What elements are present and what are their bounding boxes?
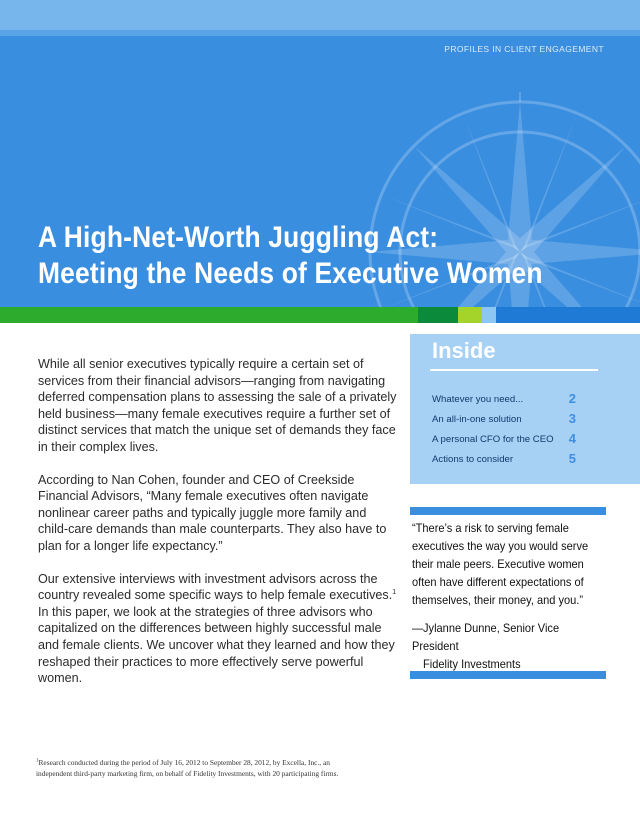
body-text bbox=[38, 356, 398, 703]
toc-item-page: 2 bbox=[568, 391, 576, 406]
quote-text: “There’s a risk to serving female executives the way you would serve their male peers. Executive women often have different expectations of themselves, their money, and you.” bbox=[412, 521, 589, 607]
toc-item-page: 3 bbox=[568, 411, 576, 426]
section-kicker: PROFILES IN CLIENT ENGAGEMENT bbox=[444, 44, 604, 54]
pull-quote bbox=[412, 519, 596, 673]
title-line-2: Meeting the Needs of Executive Women bbox=[38, 257, 543, 290]
stripe-green bbox=[0, 307, 418, 323]
page-title bbox=[38, 220, 557, 292]
paragraph-2: According to Nan Cohen, founder and CEO of Creekside Financial Advisors, “Many female executives often navigate nonlinear career paths and typically juggle more family and child-care demands than male counterparts. They also have to plan for a longer life expectancy.” bbox=[38, 472, 387, 553]
toc-item-label: Actions to consider bbox=[432, 454, 514, 465]
inside-divider bbox=[430, 369, 598, 371]
quote-bottom-bar bbox=[410, 671, 606, 679]
footnote-ref: 1 bbox=[392, 588, 397, 596]
toc-item-label: Whatever you need... bbox=[432, 394, 524, 405]
toc-item-page: 4 bbox=[568, 431, 576, 446]
stripe-dark-green bbox=[418, 307, 458, 323]
stripe-blue bbox=[496, 307, 640, 323]
quote-attribution bbox=[412, 619, 596, 673]
paragraph-3-part-a: Our extensive interviews with investment advisors across the country revealed some specific ways to help female executives. bbox=[38, 571, 393, 603]
quote-top-bar bbox=[410, 507, 606, 515]
toc-item-page: 5 bbox=[568, 451, 576, 466]
quote-attribution-org: Fidelity Investments bbox=[423, 657, 521, 671]
inside-title: Inside bbox=[432, 338, 496, 363]
footnote-marker: 1 bbox=[36, 758, 39, 764]
header-rule bbox=[0, 30, 640, 36]
header-top-band bbox=[0, 0, 640, 30]
inside-toc-box bbox=[410, 334, 640, 484]
stripe-lime bbox=[458, 307, 482, 323]
header-banner bbox=[0, 0, 640, 310]
footnote-text: Research conducted during the period of July 16, 2012 to September 28, 2012, by Excella, Inc., an independent third-party marketing firm, on behalf of Fidelity Investments, with 20 participating firms. bbox=[36, 758, 339, 778]
toc-item-label: A personal CFO for the CEO bbox=[432, 434, 554, 445]
paragraph-3-part-b: In this paper, we look at the strategies of three advisors who capitalized on the differences between highly successful male and female clients. We uncover what they learned and how they reshaped their practices to more effectively serve powerful women. bbox=[38, 604, 395, 686]
stripe-light-blue bbox=[482, 307, 496, 323]
toc-item-label: An all-in-one solution bbox=[432, 414, 522, 425]
paragraph-3 bbox=[38, 571, 398, 687]
quote-attribution-name: —Jylanne Dunne, Senior Vice President bbox=[412, 621, 560, 653]
paragraph-1: While all senior executives typically require a certain set of services from their financial advisors—ranging from navigating deferred compensation plans to assessing the sale of a privately held business—many female executives require a further set of distinct services that match the unique set of demands they face in their complex lives. bbox=[38, 357, 397, 454]
footnote bbox=[36, 757, 356, 779]
title-line-1: A High-Net-Worth Juggling Act: bbox=[38, 221, 439, 254]
